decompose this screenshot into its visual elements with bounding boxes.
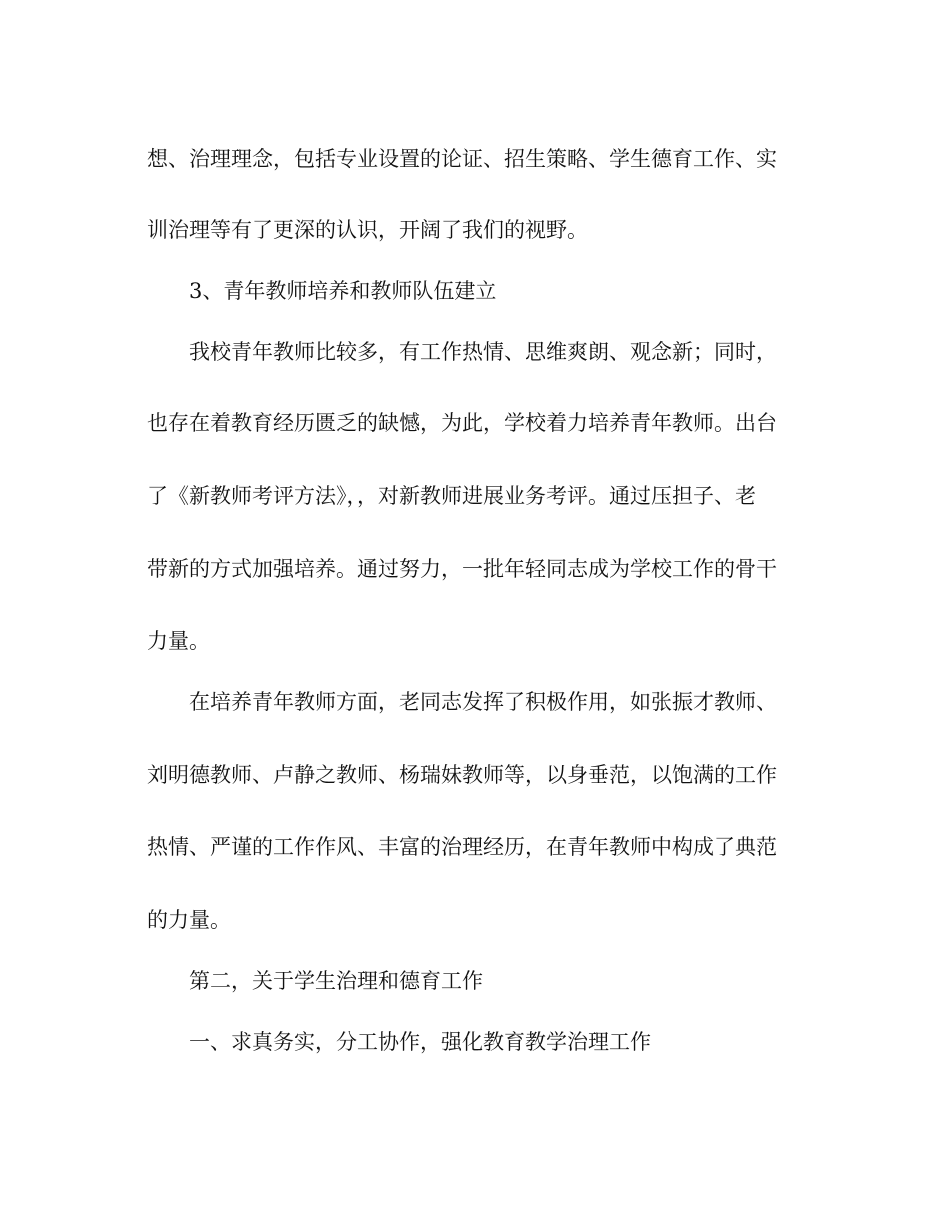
paragraph-line: 想、治理理念，包括专业设置的论证、招生策略、学生德育工作、实 <box>147 147 777 171</box>
paragraph-line: 的力量。 <box>147 908 231 932</box>
paragraph-line: 刘明德教师、卢静之教师、杨瑞妹教师等，以身垂范，以饱满的工作 <box>147 763 777 787</box>
section-heading: 一、求真务实，分工协作，强化教育教学治理工作 <box>189 1030 651 1054</box>
section-heading: 第二，关于学生治理和德育工作 <box>189 969 483 993</box>
section-heading: 3、青年教师培养和教师队伍建立 <box>189 279 497 303</box>
paragraph-line: 力量。 <box>147 629 210 653</box>
paragraph-line: 热情、严谨的工作作风、丰富的治理经历，在青年教师中构成了典范 <box>147 835 777 859</box>
paragraph-line: 也存在着教育经历匮乏的缺憾，为此，学校着力培养青年教师。出台 <box>147 411 777 435</box>
paragraph-line: 了《新教师考评方法》，，对新教师进展业务考评。通过压担子、老 <box>147 484 756 508</box>
paragraph-line: 带新的方式加强培养。通过努力，一批年轻同志成为学校工作的骨干 <box>147 557 777 581</box>
paragraph-line: 在培养青年教师方面，老同志发挥了积极作用，如张振才教师、 <box>189 690 777 714</box>
paragraph-line: 训治理等有了更深的认识，开阔了我们的视野。 <box>147 218 588 242</box>
paragraph-line: 我校青年教师比较多，有工作热情、思维爽朗、观念新；同时， <box>189 340 777 364</box>
